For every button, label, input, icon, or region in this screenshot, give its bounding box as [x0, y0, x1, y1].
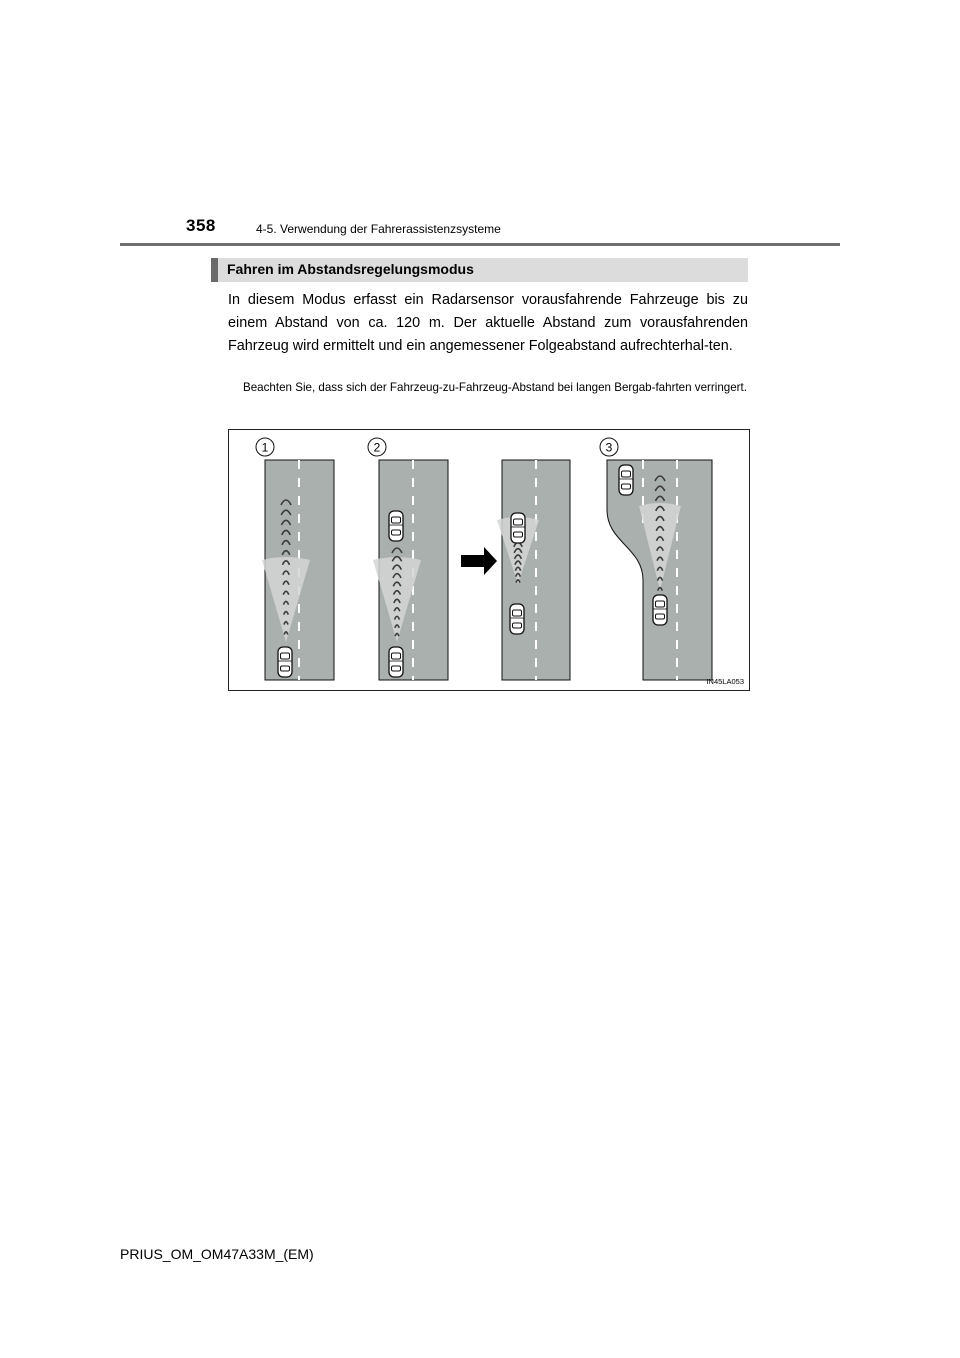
other-car-3b: [619, 465, 633, 495]
lead-car-2: [389, 511, 403, 541]
lead-car-3a: [511, 513, 525, 543]
section-title: Fahren im Abstandsregelungsmodus: [227, 261, 474, 277]
own-car-3b: [653, 595, 667, 625]
note-paragraph: Beachten Sie, dass sich der Fahrzeug-zu-Fahrzeug-Abstand bei langen Bergab-fahrten verringert.: [243, 381, 747, 394]
scene-2: [368, 438, 448, 680]
page-number: 358: [186, 216, 216, 235]
svg-text:2: 2: [373, 440, 381, 455]
illustration-figure: [228, 429, 750, 691]
header-rule: [120, 243, 840, 246]
own-car-3a: [510, 604, 524, 634]
label-3: [600, 438, 618, 456]
section-header: [211, 258, 748, 282]
scene-1: [256, 438, 334, 680]
body-paragraph: In diesem Modus erfasst ein Radarsensor vorausfahrende Fahrzeuge bis zu einem Abstand von ca. 120 m. Der aktuelle Abstand zum vorausfahrenden Fahrzeug wird ermittelt und ein angemessener Folgeabstand aufrechterhal-ten.: [228, 292, 748, 354]
footer-document-code: PRIUS_OM_OM47A33M_(EM): [120, 1246, 314, 1262]
svg-text:3: 3: [605, 440, 613, 455]
own-car-2: [389, 647, 403, 677]
svg-text:1: 1: [261, 440, 269, 455]
label-1: [256, 438, 274, 456]
chapter-title: 4-5. Verwendung der Fahrerassistenzsysteme: [256, 222, 501, 236]
scene-3b: [600, 438, 712, 680]
figure-code: IN45LA053: [706, 677, 744, 686]
scene-3a: [497, 460, 570, 680]
own-car-1: [278, 647, 292, 677]
transition-arrow: [461, 547, 497, 575]
illustration-svg: [229, 430, 751, 692]
label-2: [368, 438, 386, 456]
